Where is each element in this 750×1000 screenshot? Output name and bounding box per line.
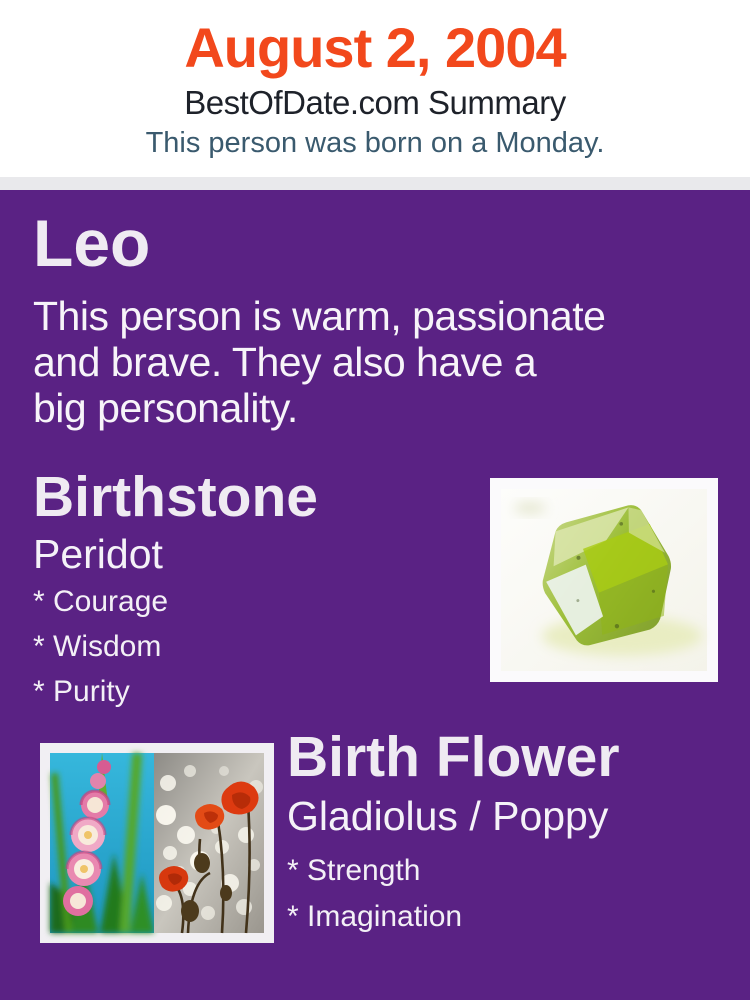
birthstone-heading: Birthstone xyxy=(33,465,318,529)
gladiolus-poppy-illustration xyxy=(40,743,274,943)
poppy-panel xyxy=(154,753,264,933)
zodiac-description-line: big personality. xyxy=(33,385,298,431)
birthstone-trait-list xyxy=(33,582,168,717)
birthstone-trait: * Courage xyxy=(33,585,169,618)
birth-flower-trait-list xyxy=(287,850,462,942)
zodiac-sign-heading: Leo xyxy=(33,206,151,280)
site-title: BestOfDate.com Summary xyxy=(184,84,566,121)
birthstone-trait: * Purity xyxy=(33,675,130,708)
peridot-gemstone-illustration xyxy=(490,478,718,682)
birth-flower-trait: * Imagination xyxy=(287,900,463,933)
gladiolus-panel xyxy=(50,753,154,933)
birth-flower-heading: Birth Flower xyxy=(287,725,620,789)
peridot-gemstone-photo xyxy=(490,478,718,682)
zodiac-description xyxy=(33,293,693,431)
zodiac-description-line: and brave. They also have a xyxy=(33,339,537,385)
birthstone-trait: * Wisdom xyxy=(33,630,162,663)
birth-flower-name: Gladiolus / Poppy xyxy=(287,793,609,839)
page-title-date: August 2, 2004 xyxy=(184,16,566,79)
weekday-note: This person was born on a Monday. xyxy=(145,127,605,159)
zodiac-description-line: This person is warm, passionate xyxy=(33,293,606,339)
summary-body xyxy=(0,190,750,1000)
gladiolus-poppy-photo xyxy=(40,743,274,943)
header-divider xyxy=(0,177,750,190)
birth-flower-trait: * Strength xyxy=(287,854,421,887)
birthstone-name: Peridot xyxy=(33,531,163,577)
header xyxy=(0,0,750,177)
